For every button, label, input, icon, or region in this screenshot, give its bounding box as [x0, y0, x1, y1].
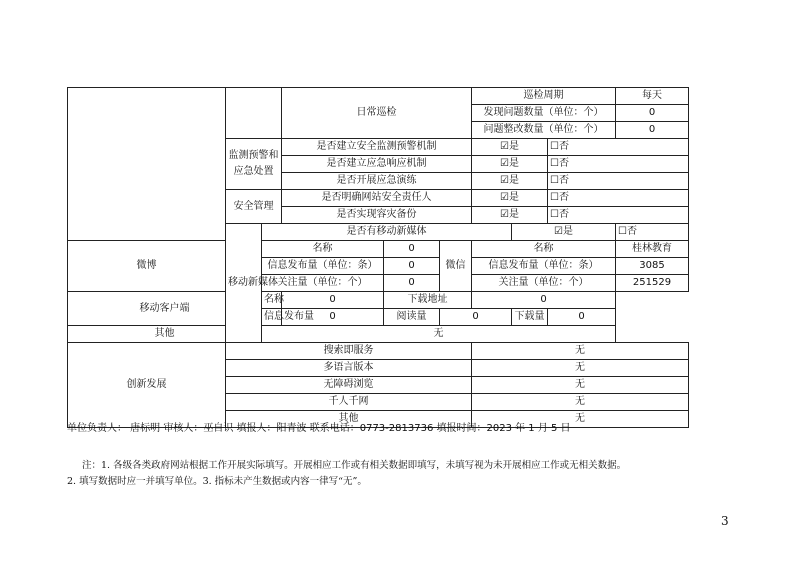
- innovation-row-label: 无障碍浏览: [226, 377, 472, 394]
- no-checkbox: ☐否: [548, 190, 689, 207]
- no-checkbox: ☐否: [548, 207, 689, 224]
- has-new-media-label: 是否有移动新媒体: [262, 224, 512, 241]
- wechat-name-value: 桂林教育: [616, 241, 689, 258]
- yes-checkbox: ☑是: [472, 173, 548, 190]
- monitoring-row-label: 是否建立安全监测预警机制: [282, 139, 472, 156]
- monitoring-row-label: 是否建立应急响应机制: [282, 156, 472, 173]
- innovation-row-value: 无: [472, 343, 689, 360]
- inspection-cycle-label: 巡检周期: [472, 88, 616, 105]
- no-checkbox: ☐否: [548, 173, 689, 190]
- no-checkbox: ☐否: [548, 139, 689, 156]
- wechat-name-label: 名称: [472, 241, 616, 258]
- wechat-label: 微信: [440, 241, 472, 292]
- section-cell-security: [68, 88, 226, 241]
- innovation-row-label: 搜索即服务: [226, 343, 472, 360]
- download-count-value: 0: [548, 309, 616, 326]
- daily-inspection-label: 日常巡检: [282, 88, 472, 139]
- weibo-publish-label: 信息发布量（单位：条）: [262, 258, 384, 275]
- signature-footer: 单位负责人： 唐标明 审核人：巫自识 填报人：阳青波 联系电话：0773-2813736 填报时间：2023 年 1 月 5 日: [67, 423, 571, 434]
- yes-checkbox: ☑是: [512, 224, 616, 241]
- note-line-1: 注：1. 各级各类政府网站根据工作开展实际填写。开展相应工作或有相关数据即填写，未填写视为未开展相应工作或无相关数据。: [82, 460, 627, 471]
- other-media-value: 无: [262, 326, 616, 343]
- wechat-publish-value: 3085: [616, 258, 689, 275]
- yes-checkbox: ☑是: [472, 139, 548, 156]
- weibo-name-label: 名称: [262, 241, 384, 258]
- weibo-label: 微博: [68, 241, 226, 292]
- read-count-label: 阅读量: [384, 309, 440, 326]
- monitoring-label: 监测预警和应急处置: [226, 139, 282, 190]
- no-checkbox: ☐否: [616, 224, 689, 241]
- read-count-value: 0: [440, 309, 512, 326]
- issues-found-label: 发现问题数量（单位：个）: [472, 105, 616, 122]
- client-publish-value: 0: [282, 309, 384, 326]
- yes-checkbox: ☑是: [472, 156, 548, 173]
- weibo-follow-value: 0: [384, 275, 440, 292]
- wechat-follow-value: 251529: [616, 275, 689, 292]
- no-checkbox: ☐否: [548, 156, 689, 173]
- innovation-row-label: 千人千网: [226, 394, 472, 411]
- innovation-row-label: 其他: [226, 411, 472, 428]
- page-number: 3: [721, 514, 729, 528]
- wechat-publish-label: 信息发布量（单位：条）: [472, 258, 616, 275]
- weibo-name-value: 0: [384, 241, 440, 258]
- client-name-value: 0: [282, 292, 384, 309]
- other-media-label: 其他: [68, 326, 262, 343]
- issues-fixed-value: 0: [616, 122, 689, 139]
- security-label: 安全管理: [226, 190, 282, 224]
- monitoring-row-label: 是否开展应急演练: [282, 173, 472, 190]
- report-table: [67, 87, 689, 428]
- weibo-follow-label: 关注量（单位：个）: [262, 275, 384, 292]
- issues-fixed-label: 问题整改数量（单位：个）: [472, 122, 616, 139]
- mobile-client-label: 移动客户端: [68, 292, 262, 326]
- wechat-follow-label: 关注量（单位：个）: [472, 275, 616, 292]
- download-address-value: 0: [472, 292, 616, 309]
- security-row-label: 是否明确网站安全责任人: [282, 190, 472, 207]
- download-count-label: 下载量: [512, 309, 548, 326]
- innovation-row-value: 无: [472, 360, 689, 377]
- inspection-cycle-value: 每天: [616, 88, 689, 105]
- mobile-media-section-label: 移动新媒体: [226, 224, 262, 343]
- innovation-row-value: 无: [472, 394, 689, 411]
- innovation-row-value: 无: [472, 377, 689, 394]
- weibo-publish-value: 0: [384, 258, 440, 275]
- client-name-label: 名称: [262, 292, 282, 309]
- note-line-2: 2. 填写数据时应一并填写单位。3. 指标未产生数据或内容一律写“无”。: [67, 476, 367, 487]
- innovation-row-value: 无: [472, 411, 689, 428]
- innovation-section-label: 创新发展: [68, 343, 226, 428]
- innovation-row-label: 多语言版本: [226, 360, 472, 377]
- client-publish-label: 信息发布量: [262, 309, 282, 326]
- yes-checkbox: ☑是: [472, 207, 548, 224]
- download-address-label: 下载地址: [384, 292, 472, 309]
- yes-checkbox: ☑是: [472, 190, 548, 207]
- issues-found-value: 0: [616, 105, 689, 122]
- security-row-label: 是否实现容灾备份: [282, 207, 472, 224]
